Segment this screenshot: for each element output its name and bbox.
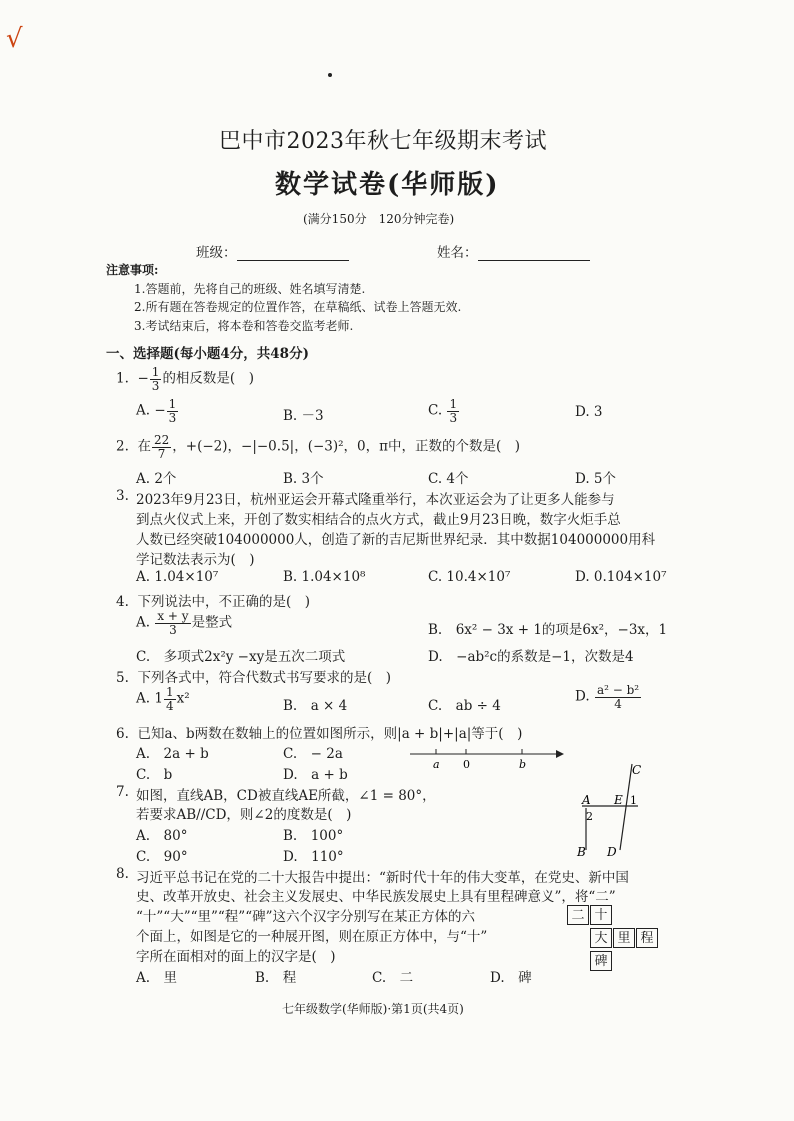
cube-face: 大: [590, 928, 612, 948]
question-5-option-b[interactable]: B. a × 4: [283, 698, 348, 714]
fig-label-D: D: [607, 845, 617, 859]
cube-face: 程: [636, 928, 658, 948]
question-7-option-b[interactable]: B. 100°: [283, 828, 344, 844]
question-2-option-b[interactable]: B. 3个: [283, 471, 324, 487]
notice-item: 3.考试结束后，将本卷和答卷交监考老师.: [134, 319, 354, 333]
question-4-option-d[interactable]: D. −ab²c的系数是−1，次数是4: [428, 649, 634, 665]
question-2-option-d[interactable]: D. 5个: [575, 471, 617, 487]
question-2-option-a[interactable]: A. 2个: [136, 471, 177, 487]
dot-mark: [328, 73, 332, 77]
fig-label-1: 1: [630, 794, 637, 807]
question-3-line: 学记数法表示为( ): [136, 552, 255, 568]
question-1-option-a[interactable]: A. − $\frac{1}{3}$: [136, 397, 177, 425]
fig-label-E: E: [614, 793, 623, 807]
class-field[interactable]: [196, 241, 349, 261]
notice-item: 1.答题前，先将自己的班级、姓名填写清楚.: [134, 282, 366, 296]
question-7-option-d[interactable]: D. 110°: [283, 849, 344, 865]
question-8-option-d[interactable]: D. 碑: [490, 970, 532, 986]
section-heading: 一、选择题(每小题4分，共48分): [106, 346, 309, 362]
question-8-option-c[interactable]: C. 二: [372, 970, 414, 986]
axis-label-0: 0: [463, 758, 470, 771]
question-5-option-d[interactable]: D. $\frac{\text{a² − b²}}{4}$: [575, 683, 640, 711]
question-6-option-b[interactable]: C. − 2a: [283, 746, 343, 762]
axis-label-a: a: [433, 758, 440, 771]
question-5-option-a[interactable]: A. 1 $\frac{1}{4}$ x²: [136, 685, 190, 713]
question-4-option-c[interactable]: C. 多项式2x²y −xy是五次二项式: [136, 649, 346, 665]
question-3-option-c[interactable]: C. 10.4×10⁷: [428, 569, 511, 585]
question-5-stem: 5. 下列各式中，符合代数式书写要求的是( ): [116, 670, 392, 686]
question-4-option-b[interactable]: B. 6x² − 3x + 1的项是6x²，−3x，1: [428, 622, 668, 638]
notice-heading: 注意事项:: [106, 263, 159, 277]
question-7-number: 7.: [116, 784, 129, 800]
question-3-option-a[interactable]: A. 1.04×10⁷: [136, 569, 219, 585]
question-1-option-b[interactable]: B. －3: [283, 408, 324, 424]
question-2-option-c[interactable]: C. 4个: [428, 471, 469, 487]
check-mark: √: [6, 24, 23, 54]
question-1-stem: 1. − $\frac{1}{3}$ 的相反数是( ): [116, 365, 254, 393]
question-8-option-b[interactable]: B. 程: [255, 970, 297, 986]
question-4-stem: 4. 下列说法中，不正确的是( ): [116, 594, 311, 610]
name-field[interactable]: [437, 241, 590, 261]
page-footer: 七年级数学(华师版)·第1页(共4页): [282, 1002, 464, 1016]
question-6-option-c[interactable]: C. b: [136, 767, 173, 783]
fig-label-B: B: [577, 845, 586, 859]
question-8-line: “十”“大”“里”“程”“碑”这六个汉字分别写在某正方体的六: [136, 909, 476, 925]
question-3-line: 2023年9月23日，杭州亚运会开幕式隆重举行，本次亚运会为了让更多人能参与: [136, 492, 615, 508]
question-6-option-d[interactable]: D. a + b: [283, 767, 348, 783]
question-3-number: 3.: [116, 488, 129, 504]
question-3-line: 到点火仪式上来，开创了数实相结合的点火方式，截止9月23日晚，数字火炬手总: [136, 512, 621, 528]
question-6-stem: 6. 已知a、b两数在数轴上的位置如图所示，则|a + b|+|a|等于( ): [116, 726, 523, 742]
question-5-option-c[interactable]: C. ab ÷ 4: [428, 698, 501, 714]
cube-face: 二: [567, 905, 589, 925]
question-8-number: 8.: [116, 866, 129, 882]
name-label: 姓名：: [437, 245, 478, 261]
question-4-option-a[interactable]: A. $\frac{x + y}{3}$ 是整式: [136, 609, 233, 637]
question-7-option-c[interactable]: C. 90°: [136, 849, 188, 865]
question-3-line: 人数已经突破104000000人，创造了新的吉尼斯世界纪录．其中数据104000000用科: [136, 532, 656, 548]
question-7-option-a[interactable]: A. 80°: [136, 828, 188, 844]
cube-face: 十: [590, 905, 612, 925]
question-8-option-a[interactable]: A. 里: [136, 970, 178, 986]
class-label: 班级：: [196, 245, 237, 261]
name-blank[interactable]: [478, 248, 590, 261]
question-8-line: 习近平总书记在党的二十大报告中提出：“新时代十年的伟大变革，在党史、新中国: [136, 870, 629, 886]
question-8-line: 字所在面相对的面上的汉字是( ): [136, 949, 336, 965]
notice-item: 2.所有题在答卷规定的位置作答，在草稿纸、试卷上答题无效.: [134, 300, 462, 314]
fig-label-2: 2: [586, 810, 593, 823]
exam-title: 巴中市2023年秋七年级期末考试: [219, 129, 547, 154]
question-8-line: 个面上，如图是它的一种展开图，则在原正方体中，与“十”: [136, 929, 488, 945]
question-7-line: 如图，直线AB，CD被直线AE所截，∠1 = 80°，: [136, 788, 436, 804]
question-7-line: 若要求AB//CD，则∠2的度数是( ): [136, 807, 352, 823]
axis-label-b: b: [519, 758, 527, 771]
question-2-stem: 2. 在 $\frac{22}{7}$ ，+(−2)，−|−0.5|，(−3)²，0，π中，正数的个数是( ): [116, 433, 521, 461]
question-6-option-a[interactable]: A. 2a + b: [136, 746, 209, 762]
cube-face: 碑: [590, 951, 612, 971]
fig-label-A: A: [582, 793, 591, 807]
question-1-option-d[interactable]: D. 3: [575, 404, 603, 420]
parallel-lines-figure: [574, 760, 650, 860]
class-blank[interactable]: [237, 248, 349, 261]
exam-info: (满分150分 120分钟完卷): [303, 212, 455, 226]
question-1-option-c[interactable]: C. $\frac{1}{3}$: [428, 397, 458, 425]
cube-net-figure: [567, 905, 659, 975]
question-8-line: 史、改革开放史、社会主义发展史、中华民族发展史上具有里程碑意义”，将“二”: [136, 889, 616, 905]
cube-face: 里: [613, 928, 635, 948]
question-3-option-d[interactable]: D. 0.104×10⁷: [575, 569, 667, 585]
question-3-option-b[interactable]: B. 1.04×10⁸: [283, 569, 366, 585]
paper-title: 数学试卷(华师版): [275, 170, 500, 200]
fig-label-C: C: [632, 763, 642, 777]
number-line-figure: [408, 742, 568, 772]
